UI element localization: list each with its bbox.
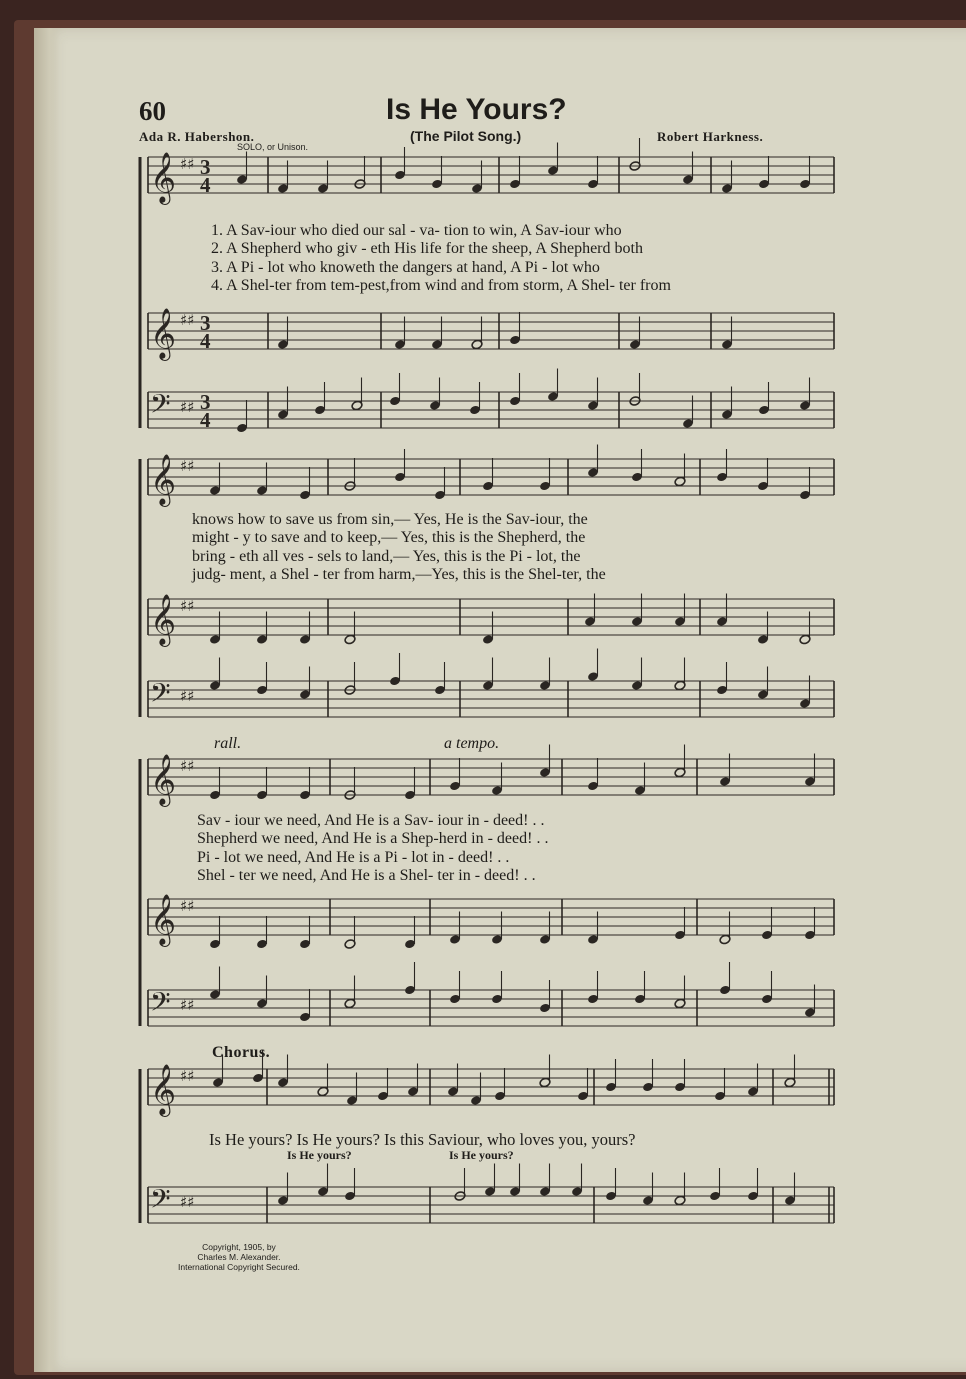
system1-verse-1: 1. A Sav-iour who died our sal - va- tion to win, A Sav-iour who: [211, 222, 622, 239]
system3-verse-1: Sav - iour we need, And He is a Sav- iour in - deed! . .: [197, 812, 545, 829]
rall-marking: rall.: [214, 735, 242, 752]
system2-lyrics: [192, 511, 606, 584]
copyright-notice: [178, 1242, 300, 1272]
system3-verse-2: Shepherd we need, And He is a Shep-herd in - deed! . .: [197, 830, 549, 848]
hymn-author: Ada R. Habershon.: [139, 129, 255, 144]
key-signature: ♯♯: [180, 597, 195, 615]
chorus-echo-1: Is He yours?: [287, 1148, 352, 1162]
system1-verse-4: 4. A Shel-ter from tem-pest,from wind and from storm, A Shel- ter from: [211, 276, 671, 294]
key-signature: ♯♯: [180, 457, 195, 475]
key-signature: ♯♯: [180, 757, 195, 775]
system1-lyrics: [211, 222, 671, 295]
chorus-label: Chorus.: [212, 1044, 271, 1061]
key-signature: ♯♯: [180, 897, 195, 915]
key-signature: ♯♯: [180, 155, 195, 173]
treble-clef: 𝄞: [150, 454, 177, 505]
time-signature-top: 3: [200, 155, 211, 179]
hymn-composer: Robert Harkness.: [657, 129, 764, 144]
a-tempo-marking: a tempo.: [444, 735, 500, 752]
key-signature: ♯♯: [180, 1067, 195, 1085]
system1-verse-2: 2. A Shepherd who giv - eth His life for the sheep, A Shepherd both: [211, 240, 643, 258]
key-signature: ♯♯: [180, 311, 195, 329]
key-signature: ♯♯: [180, 996, 195, 1014]
system3-lyrics: [197, 812, 548, 885]
system3-verse-3: Pi - lot we need, And He is a Pi - lot in - deed! . .: [197, 848, 510, 866]
copyright-line-2: Charles M. Alexander.: [197, 1252, 281, 1262]
page-number: 60: [139, 96, 166, 126]
copyright-line-1: Copyright, 1905, by: [202, 1242, 276, 1252]
treble-clef: 𝄞: [150, 308, 177, 359]
key-signature: ♯♯: [180, 1193, 195, 1211]
system3-verse-4: Shel - ter we need, And He is a Shel- ter in - deed! . .: [197, 866, 536, 884]
bass-clef: 𝄢: [150, 986, 171, 1024]
time-signature-top: 3: [200, 311, 211, 335]
bass-clef: 𝄢: [150, 388, 171, 426]
system2-verse-3: bring - eth all ves - sels to land,— Yes, this is the Pi - lot, the: [192, 547, 581, 565]
bass-clef: 𝄢: [150, 1183, 171, 1221]
chorus-lyric: Is He yours? Is He yours? Is this Saviour, who loves you, yours?: [209, 1130, 636, 1149]
time-signature-bottom: 4: [200, 173, 211, 197]
key-signature: ♯♯: [180, 398, 195, 416]
system2-verse-1: knows how to save us from sin,— Yes, He is the Sav-iour, the: [192, 511, 588, 528]
treble-clef: 𝄞: [150, 152, 177, 203]
hymn-subtitle: (The Pilot Song.): [410, 128, 522, 144]
time-signature-bottom: 4: [200, 408, 211, 432]
chorus-echo-2: Is He yours?: [449, 1148, 514, 1162]
performance-note: SOLO, or Unison.: [237, 142, 309, 152]
treble-clef: 𝄞: [150, 894, 177, 945]
system2-verse-2: might - y to save and to keep,— Yes, this is the Shepherd, the: [192, 529, 586, 547]
treble-clef: 𝄞: [150, 1064, 177, 1115]
time-signature-bottom: 4: [200, 329, 211, 353]
time-signature-top: 3: [200, 390, 211, 414]
hymn-title: Is He Yours?: [386, 93, 567, 126]
treble-clef: 𝄞: [150, 594, 177, 645]
treble-clef: 𝄞: [150, 754, 177, 805]
copyright-line-3: International Copyright Secured.: [178, 1262, 300, 1272]
system2-verse-4: judg- ment, a Shel - ter from harm,—Yes, this is the Shel-ter, the: [192, 565, 606, 583]
bass-clef: 𝄢: [150, 677, 171, 715]
system1-verse-3: 3. A Pi - lot who knoweth the dangers at hand, A Pi - lot who: [211, 258, 600, 276]
key-signature: ♯♯: [180, 687, 195, 705]
